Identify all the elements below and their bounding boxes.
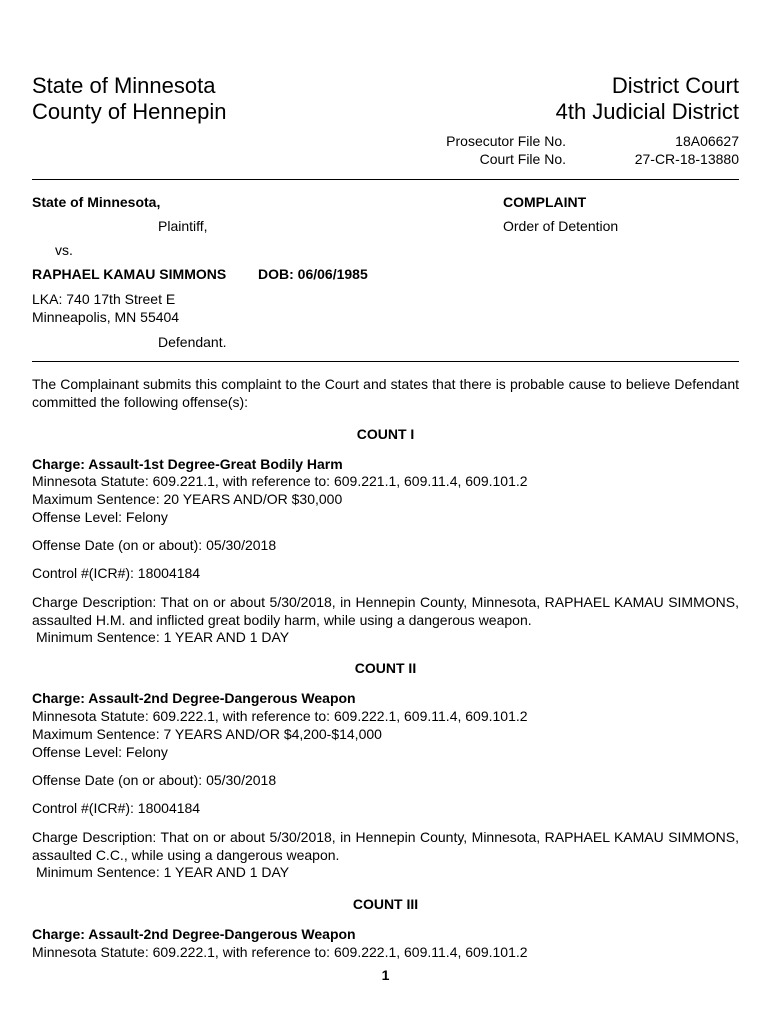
header-court: District Court — [611, 73, 739, 98]
count-offense-date: Offense Date (on or about): 05/30/2018 — [32, 537, 277, 553]
count-offense-level: Offense Level: Felony — [32, 744, 168, 760]
count-statute: Minnesota Statute: 609.222.1, with reference to: 609.222.1, 609.11.4, 609.101.2 — [32, 708, 528, 724]
intro-paragraph: The Complainant submits this complaint to the Court and states that there is probable cause to believe Defendant committed the following offense(s): — [32, 376, 739, 410]
document-subtype: Order of Detention — [503, 218, 619, 234]
count-charge: Charge: Assault-1st Degree-Great Bodily Harm — [32, 456, 343, 472]
header-county: County of Hennepin — [32, 99, 227, 124]
header-state: State of Minnesota — [32, 73, 216, 98]
count-title: COUNT III — [352, 896, 419, 912]
prosecutor-file-number: 18A06627 — [675, 133, 739, 149]
count-offense-date: Offense Date (on or about): 05/30/2018 — [32, 772, 277, 788]
count-description: Charge Description: That on or about 5/30/2018, in Hennepin County, Minnesota, RAPHAEL KAMAU SIMMONS, assaulted C.C., while using a dangerous weapon. — [32, 829, 739, 863]
plaintiff-name: State of Minnesota, — [32, 194, 161, 210]
caption-divider — [32, 361, 739, 362]
defendant-name: RAPHAEL KAMAU SIMMONS — [32, 266, 227, 282]
defendant-role: Defendant. — [158, 334, 227, 350]
page-number: 1 — [381, 967, 390, 983]
court-file-number: 27-CR-18-13880 — [634, 151, 739, 167]
count-charge: Charge: Assault-2nd Degree-Dangerous Weapon — [32, 926, 356, 942]
count-offense-level: Offense Level: Felony — [32, 509, 168, 525]
document-type: COMPLAINT — [503, 194, 587, 210]
count-min-sentence: Minimum Sentence: 1 YEAR AND 1 DAY — [36, 629, 290, 645]
count-max-sentence: Maximum Sentence: 20 YEARS AND/OR $30,000 — [32, 491, 343, 507]
plaintiff-role: Plaintiff, — [158, 218, 208, 234]
header-district: 4th Judicial District — [555, 99, 739, 124]
court-file-label: Court File No. — [479, 151, 566, 167]
count-title: COUNT II — [354, 660, 417, 676]
count-title: COUNT I — [356, 426, 415, 442]
count-description: Charge Description: That on or about 5/30/2018, in Hennepin County, Minnesota, RAPHAEL KAMAU SIMMONS, assaulted H.M. and inflicted great bodily harm, while using a dangerous weapon. — [32, 594, 739, 628]
count-statute: Minnesota Statute: 609.221.1, with reference to: 609.221.1, 609.11.4, 609.101.2 — [32, 473, 528, 489]
header-divider — [32, 179, 739, 180]
prosecutor-file-label: Prosecutor File No. — [446, 133, 566, 149]
defendant-address-line2: Minneapolis, MN 55404 — [32, 309, 180, 325]
defendant-address-line1: LKA: 740 17th Street E — [32, 291, 176, 307]
count-statute: Minnesota Statute: 609.222.1, with reference to: 609.222.1, 609.11.4, 609.101.2 — [32, 944, 528, 960]
count-min-sentence: Minimum Sentence: 1 YEAR AND 1 DAY — [36, 864, 290, 880]
count-control-number: Control #(ICR#): 18004184 — [32, 565, 201, 581]
count-charge: Charge: Assault-2nd Degree-Dangerous Weapon — [32, 690, 356, 706]
defendant-dob: DOB: 06/06/1985 — [258, 266, 368, 282]
versus: vs. — [55, 242, 73, 258]
count-control-number: Control #(ICR#): 18004184 — [32, 800, 201, 816]
count-max-sentence: Maximum Sentence: 7 YEARS AND/OR $4,200-$14,000 — [32, 726, 382, 742]
